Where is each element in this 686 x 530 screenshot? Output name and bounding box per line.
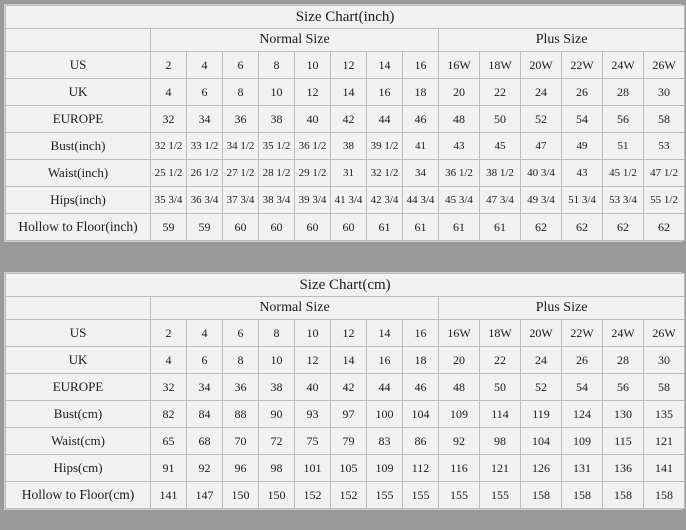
cell: 38 3/4 bbox=[259, 187, 295, 214]
cell: 60 bbox=[259, 214, 295, 241]
group-header-row bbox=[6, 29, 685, 52]
row-label: Waist(cm) bbox=[6, 428, 151, 455]
cell: 109 bbox=[439, 401, 480, 428]
cell: 47 1/2 bbox=[644, 160, 685, 187]
cell: 109 bbox=[367, 455, 403, 482]
cell: 98 bbox=[259, 455, 295, 482]
cell: 50 bbox=[480, 106, 521, 133]
cell: 30 bbox=[644, 79, 685, 106]
cell: 141 bbox=[644, 455, 685, 482]
cell: 32 1/2 bbox=[151, 133, 187, 160]
cell: 22 bbox=[480, 347, 521, 374]
cell: 130 bbox=[603, 401, 644, 428]
cell: 150 bbox=[223, 482, 259, 509]
cell: 114 bbox=[480, 401, 521, 428]
table-row bbox=[6, 401, 685, 428]
cell: 58 bbox=[644, 106, 685, 133]
cell: 18W bbox=[480, 52, 521, 79]
group-header-spacer bbox=[6, 29, 151, 52]
cell: 32 bbox=[151, 106, 187, 133]
cell: 6 bbox=[223, 320, 259, 347]
cell: 24 bbox=[521, 347, 562, 374]
cell: 135 bbox=[644, 401, 685, 428]
cell: 70 bbox=[223, 428, 259, 455]
cell: 141 bbox=[151, 482, 187, 509]
row-label: Hollow to Floor(cm) bbox=[6, 482, 151, 509]
cell: 22W bbox=[562, 320, 603, 347]
cell: 90 bbox=[259, 401, 295, 428]
cell: 44 bbox=[367, 106, 403, 133]
cell: 16W bbox=[439, 320, 480, 347]
size-chart-inch bbox=[4, 4, 682, 242]
cell: 2 bbox=[151, 52, 187, 79]
cell: 92 bbox=[187, 455, 223, 482]
cell: 40 bbox=[295, 106, 331, 133]
cell: 109 bbox=[562, 428, 603, 455]
cell: 39 1/2 bbox=[367, 133, 403, 160]
cell: 46 bbox=[403, 374, 439, 401]
table-row bbox=[6, 428, 685, 455]
cell: 126 bbox=[521, 455, 562, 482]
cell: 41 3/4 bbox=[331, 187, 367, 214]
cell: 52 bbox=[521, 374, 562, 401]
cell: 60 bbox=[295, 214, 331, 241]
cell: 22 bbox=[480, 79, 521, 106]
table-row bbox=[6, 455, 685, 482]
cell: 34 1/2 bbox=[223, 133, 259, 160]
cell: 4 bbox=[187, 52, 223, 79]
cell: 34 bbox=[187, 106, 223, 133]
cell: 65 bbox=[151, 428, 187, 455]
cell: 45 3/4 bbox=[439, 187, 480, 214]
cell: 96 bbox=[223, 455, 259, 482]
title-row bbox=[6, 6, 685, 29]
cell: 20W bbox=[521, 52, 562, 79]
cell: 8 bbox=[259, 320, 295, 347]
cell: 46 bbox=[403, 106, 439, 133]
cell: 24W bbox=[603, 52, 644, 79]
cell: 41 bbox=[403, 133, 439, 160]
cell: 100 bbox=[367, 401, 403, 428]
cell: 12 bbox=[331, 320, 367, 347]
cell: 38 1/2 bbox=[480, 160, 521, 187]
group-plus-size: Plus Size bbox=[439, 29, 685, 52]
cell: 150 bbox=[259, 482, 295, 509]
cell: 26 bbox=[562, 347, 603, 374]
cell: 61 bbox=[439, 214, 480, 241]
row-label: Bust(inch) bbox=[6, 133, 151, 160]
cell: 25 1/2 bbox=[151, 160, 187, 187]
cell: 26W bbox=[644, 320, 685, 347]
group-normal-size: Normal Size bbox=[151, 297, 439, 320]
chart-title: Size Chart(cm) bbox=[6, 274, 685, 297]
cell: 51 bbox=[603, 133, 644, 160]
cell: 36 3/4 bbox=[187, 187, 223, 214]
cell: 158 bbox=[521, 482, 562, 509]
cell: 39 3/4 bbox=[295, 187, 331, 214]
cell: 101 bbox=[295, 455, 331, 482]
cell: 26 1/2 bbox=[187, 160, 223, 187]
cell: 60 bbox=[223, 214, 259, 241]
size-chart-cm bbox=[4, 272, 682, 510]
cell: 6 bbox=[187, 347, 223, 374]
cell: 42 3/4 bbox=[367, 187, 403, 214]
cell: 10 bbox=[259, 79, 295, 106]
cell: 20 bbox=[439, 347, 480, 374]
cell: 18 bbox=[403, 347, 439, 374]
cell: 8 bbox=[223, 79, 259, 106]
cell: 155 bbox=[403, 482, 439, 509]
cell: 124 bbox=[562, 401, 603, 428]
cell: 56 bbox=[603, 374, 644, 401]
cell: 10 bbox=[295, 52, 331, 79]
cell: 92 bbox=[439, 428, 480, 455]
cell: 75 bbox=[295, 428, 331, 455]
cell: 16 bbox=[367, 79, 403, 106]
cell: 105 bbox=[331, 455, 367, 482]
cell: 14 bbox=[331, 79, 367, 106]
cell: 48 bbox=[439, 106, 480, 133]
cell: 91 bbox=[151, 455, 187, 482]
cell: 93 bbox=[295, 401, 331, 428]
cell: 6 bbox=[223, 52, 259, 79]
cell: 56 bbox=[603, 106, 644, 133]
cell: 104 bbox=[521, 428, 562, 455]
cell: 37 3/4 bbox=[223, 187, 259, 214]
group-plus-size: Plus Size bbox=[439, 297, 685, 320]
cell: 119 bbox=[521, 401, 562, 428]
cell: 115 bbox=[603, 428, 644, 455]
cell: 47 bbox=[521, 133, 562, 160]
cell: 84 bbox=[187, 401, 223, 428]
cell: 16 bbox=[367, 347, 403, 374]
cell: 61 bbox=[480, 214, 521, 241]
cell: 43 bbox=[562, 160, 603, 187]
cell: 20W bbox=[521, 320, 562, 347]
cell: 26 bbox=[562, 79, 603, 106]
chart-title: Size Chart(inch) bbox=[6, 6, 685, 29]
cell: 82 bbox=[151, 401, 187, 428]
cell: 54 bbox=[562, 374, 603, 401]
cell: 4 bbox=[151, 347, 187, 374]
table-row bbox=[6, 187, 685, 214]
cell: 155 bbox=[439, 482, 480, 509]
table-row bbox=[6, 482, 685, 509]
cell: 30 bbox=[644, 347, 685, 374]
cell: 32 bbox=[151, 374, 187, 401]
cell: 131 bbox=[562, 455, 603, 482]
cell: 38 bbox=[259, 374, 295, 401]
table-row bbox=[6, 320, 685, 347]
cell: 98 bbox=[480, 428, 521, 455]
cell: 12 bbox=[295, 79, 331, 106]
cell: 50 bbox=[480, 374, 521, 401]
cell: 45 bbox=[480, 133, 521, 160]
cell: 49 bbox=[562, 133, 603, 160]
cell: 55 1/2 bbox=[644, 187, 685, 214]
cell: 45 1/2 bbox=[603, 160, 644, 187]
cell: 52 bbox=[521, 106, 562, 133]
cell: 14 bbox=[331, 347, 367, 374]
cell: 18 bbox=[403, 79, 439, 106]
cell: 121 bbox=[644, 428, 685, 455]
cell: 112 bbox=[403, 455, 439, 482]
cell: 12 bbox=[331, 52, 367, 79]
cell: 10 bbox=[259, 347, 295, 374]
group-header-spacer bbox=[6, 297, 151, 320]
cell: 20 bbox=[439, 79, 480, 106]
row-label: EUROPE bbox=[6, 106, 151, 133]
cell: 152 bbox=[295, 482, 331, 509]
cell: 28 bbox=[603, 79, 644, 106]
cell: 97 bbox=[331, 401, 367, 428]
cell: 36 bbox=[223, 106, 259, 133]
title-row bbox=[6, 274, 685, 297]
cell: 40 bbox=[295, 374, 331, 401]
cell: 24 bbox=[521, 79, 562, 106]
cell: 40 3/4 bbox=[521, 160, 562, 187]
cell: 54 bbox=[562, 106, 603, 133]
cell: 51 3/4 bbox=[562, 187, 603, 214]
cell: 10 bbox=[295, 320, 331, 347]
cell: 2 bbox=[151, 320, 187, 347]
table-row bbox=[6, 347, 685, 374]
table-row bbox=[6, 160, 685, 187]
cell: 121 bbox=[480, 455, 521, 482]
cell: 33 1/2 bbox=[187, 133, 223, 160]
cell: 35 3/4 bbox=[151, 187, 187, 214]
size-table-inch bbox=[5, 5, 685, 241]
cell: 47 3/4 bbox=[480, 187, 521, 214]
row-label: US bbox=[6, 52, 151, 79]
cell: 36 1/2 bbox=[439, 160, 480, 187]
cell: 29 1/2 bbox=[295, 160, 331, 187]
cell: 53 bbox=[644, 133, 685, 160]
cell: 28 1/2 bbox=[259, 160, 295, 187]
row-label: US bbox=[6, 320, 151, 347]
cell: 4 bbox=[151, 79, 187, 106]
cell: 16W bbox=[439, 52, 480, 79]
cell: 155 bbox=[480, 482, 521, 509]
size-table-cm-body bbox=[6, 274, 685, 509]
cell: 38 bbox=[259, 106, 295, 133]
cell: 36 bbox=[223, 374, 259, 401]
cell: 28 bbox=[603, 347, 644, 374]
cell: 79 bbox=[331, 428, 367, 455]
cell: 83 bbox=[367, 428, 403, 455]
group-normal-size: Normal Size bbox=[151, 29, 439, 52]
cell: 24W bbox=[603, 320, 644, 347]
cell: 158 bbox=[603, 482, 644, 509]
cell: 26W bbox=[644, 52, 685, 79]
cell: 16 bbox=[403, 52, 439, 79]
cell: 18W bbox=[480, 320, 521, 347]
cell: 4 bbox=[187, 320, 223, 347]
cell: 147 bbox=[187, 482, 223, 509]
cell: 59 bbox=[151, 214, 187, 241]
cell: 27 1/2 bbox=[223, 160, 259, 187]
row-label: UK bbox=[6, 347, 151, 374]
row-label: Hips(cm) bbox=[6, 455, 151, 482]
cell: 8 bbox=[259, 52, 295, 79]
cell: 42 bbox=[331, 106, 367, 133]
cell: 152 bbox=[331, 482, 367, 509]
cell: 68 bbox=[187, 428, 223, 455]
cell: 116 bbox=[439, 455, 480, 482]
table-row bbox=[6, 214, 685, 241]
cell: 34 bbox=[187, 374, 223, 401]
cell: 14 bbox=[367, 52, 403, 79]
cell: 136 bbox=[603, 455, 644, 482]
row-label: Waist(inch) bbox=[6, 160, 151, 187]
cell: 34 bbox=[403, 160, 439, 187]
cell: 6 bbox=[187, 79, 223, 106]
row-label: Hips(inch) bbox=[6, 187, 151, 214]
cell: 44 bbox=[367, 374, 403, 401]
cell: 44 3/4 bbox=[403, 187, 439, 214]
cell: 32 1/2 bbox=[367, 160, 403, 187]
cell: 72 bbox=[259, 428, 295, 455]
cell: 158 bbox=[644, 482, 685, 509]
cell: 35 1/2 bbox=[259, 133, 295, 160]
cell: 36 1/2 bbox=[295, 133, 331, 160]
cell: 48 bbox=[439, 374, 480, 401]
cell: 14 bbox=[367, 320, 403, 347]
cell: 22W bbox=[562, 52, 603, 79]
cell: 86 bbox=[403, 428, 439, 455]
size-table-inch-body bbox=[6, 6, 685, 241]
size-table-cm bbox=[5, 273, 685, 509]
cell: 59 bbox=[187, 214, 223, 241]
cell: 88 bbox=[223, 401, 259, 428]
cell: 158 bbox=[562, 482, 603, 509]
cell: 8 bbox=[223, 347, 259, 374]
table-row bbox=[6, 106, 685, 133]
cell: 31 bbox=[331, 160, 367, 187]
cell: 62 bbox=[603, 214, 644, 241]
table-row bbox=[6, 133, 685, 160]
cell: 62 bbox=[562, 214, 603, 241]
cell: 49 3/4 bbox=[521, 187, 562, 214]
cell: 58 bbox=[644, 374, 685, 401]
row-label: UK bbox=[6, 79, 151, 106]
cell: 43 bbox=[439, 133, 480, 160]
cell: 60 bbox=[331, 214, 367, 241]
cell: 12 bbox=[295, 347, 331, 374]
cell: 61 bbox=[367, 214, 403, 241]
row-label: Hollow to Floor(inch) bbox=[6, 214, 151, 241]
cell: 53 3/4 bbox=[603, 187, 644, 214]
cell: 42 bbox=[331, 374, 367, 401]
row-label: Bust(cm) bbox=[6, 401, 151, 428]
cell: 104 bbox=[403, 401, 439, 428]
cell: 62 bbox=[644, 214, 685, 241]
row-label: EUROPE bbox=[6, 374, 151, 401]
cell: 155 bbox=[367, 482, 403, 509]
cell: 38 bbox=[331, 133, 367, 160]
group-header-row bbox=[6, 297, 685, 320]
table-row bbox=[6, 79, 685, 106]
table-row bbox=[6, 374, 685, 401]
cell: 61 bbox=[403, 214, 439, 241]
table-row bbox=[6, 52, 685, 79]
cell: 16 bbox=[403, 320, 439, 347]
cell: 62 bbox=[521, 214, 562, 241]
